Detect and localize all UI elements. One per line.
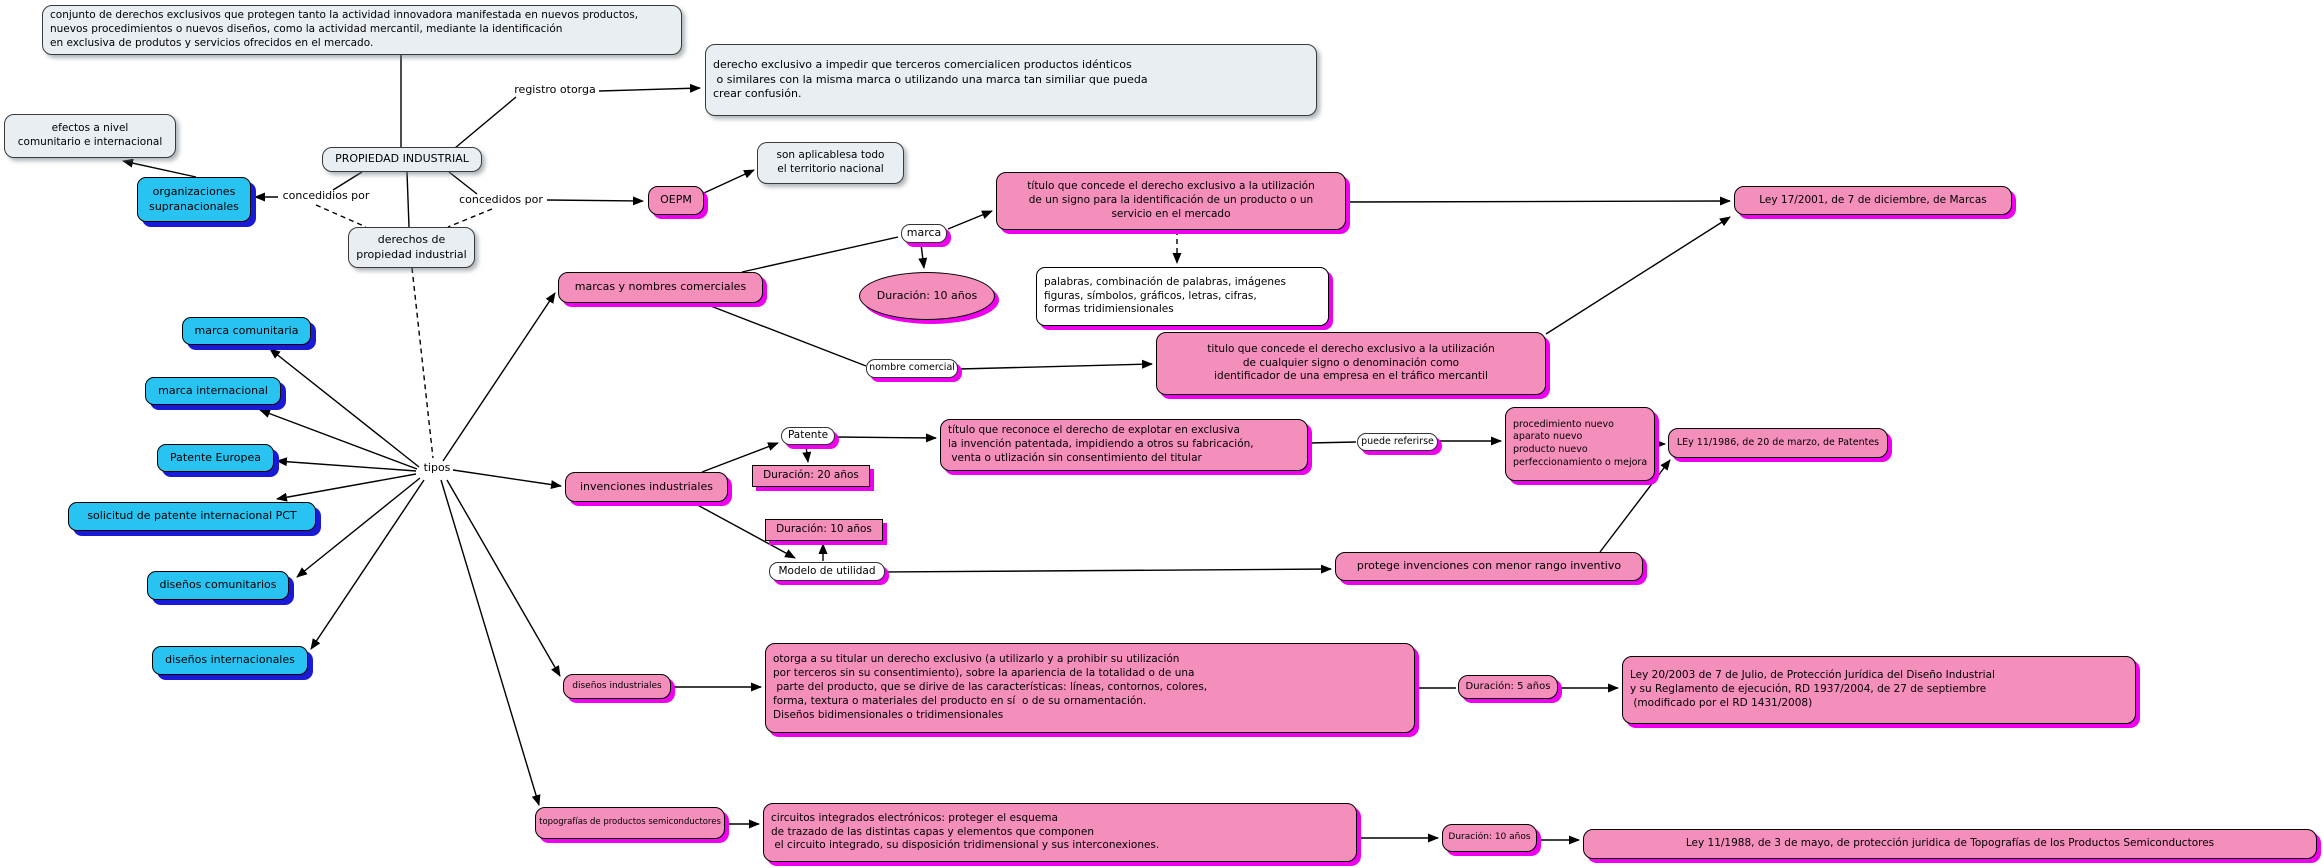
node-ley-20-2003-text: Ley 20/2003 de 7 de Julio, de Protección Jurídica del Diseño Industrial — [1630, 669, 1995, 682]
node-derechos-pi-text: derechos de — [377, 232, 446, 246]
node-otorga-titular-text: otorga a su titular un derecho exclusivo (a utilizarlo y a prohibir su utilización — [773, 653, 1180, 666]
node-marcas-nombres-comerciales-text: marcas y nombres comerciales — [574, 280, 747, 294]
connector-line-concedidos-to-oepm — [547, 200, 643, 201]
connector-line-propiedad-to-registro-otorga — [455, 97, 516, 148]
node-nombre-comercial[interactable] — [866, 359, 958, 378]
node-derecho-exclusivo[interactable] — [705, 44, 1317, 116]
node-concedidios-por[interactable] — [281, 189, 371, 204]
node-patente-europea-text: Patente Europea — [170, 450, 261, 464]
connector-line-tipos-to-marca-comunitaria — [270, 349, 419, 467]
connector-line-tipos-to-patente-europea — [277, 461, 416, 471]
node-marcas-nombres-comerciales[interactable] — [558, 272, 763, 303]
connector-line-marca-to-titulo-signo — [948, 211, 992, 229]
node-procedimiento-nuevo-text: procedimiento nuevo — [1513, 418, 1614, 430]
node-procedimiento-nuevo[interactable] — [1505, 407, 1655, 481]
connector-line-modelo-to-protege — [886, 569, 1331, 572]
connector-line-concedidios-to-derechos-pi — [316, 205, 366, 227]
node-concedidos-por-text: concedidos por — [459, 193, 543, 207]
connector-line-marcas-nombres-to-marca — [742, 237, 898, 272]
node-titulo-reconoce[interactable] — [940, 419, 1308, 471]
node-ley-11-1986[interactable] — [1668, 428, 1888, 458]
connector-line-propiedad-to-concedidios — [333, 172, 362, 190]
node-protege-invenciones[interactable] — [1335, 552, 1643, 581]
node-registro-otorga-text: registro otorga — [514, 83, 596, 97]
node-ley-20-2003-text: y su Reglamento de ejecución, RD 1937/2004, de 27 de septiembre — [1630, 683, 1987, 696]
node-otorga-titular-text: Diseños bidimensionales o tridimensionales — [773, 708, 1004, 721]
connector-line-marcas-nombres-to-nombre-comercial — [703, 303, 866, 366]
node-organizaciones-supranacionales-text: supranacionales — [149, 199, 239, 213]
node-marca-text: marca — [906, 226, 942, 240]
connector-line-nombre-comercial-to-titulo-cualquier — [959, 364, 1152, 369]
node-oepm[interactable] — [648, 186, 704, 215]
node-titulo-cualquier-signo-text: de cualquier signo o denominación como — [1242, 356, 1460, 369]
node-tipos-text: tipos — [423, 461, 451, 475]
node-duracion-10-marca-text: Duración: 10 años — [876, 288, 978, 302]
node-definition-text: en exclusiva de produtos y servicios ofrecidos en el mercado. — [50, 36, 374, 49]
node-disenos-industriales-text: diseños industriales — [572, 680, 662, 691]
node-ley-17-2001[interactable] — [1734, 186, 2012, 215]
connector-line-tipos-to-disenos-internacionales — [311, 480, 424, 649]
node-palabras-simbolos-text: palabras, combinación de palabras, imágenes — [1044, 275, 1286, 288]
node-topografias-semiconductores-text: topografías de productos semiconductores — [539, 817, 721, 828]
node-disenos-comunitarios-text: diseños comunitarios — [159, 578, 277, 592]
node-marca-comunitaria-text: marca comunitaria — [194, 323, 299, 337]
node-efectos-nivel[interactable] — [4, 114, 176, 158]
node-propiedad-industrial[interactable] — [322, 147, 482, 172]
node-puede-referirse[interactable] — [1357, 433, 1438, 451]
node-duracion-10-modelo-text: Duración: 10 años — [776, 523, 872, 536]
node-circuitos-integrados[interactable] — [763, 803, 1357, 862]
node-duracion-20-patente-text: Duración: 20 años — [763, 469, 859, 482]
node-efectos-nivel-text: comunitario e internacional — [17, 136, 163, 148]
connector-line-tipos-to-invenciones — [453, 470, 561, 486]
connector-line-tipos-to-solicitud-pct — [277, 474, 416, 499]
node-modelo-utilidad[interactable] — [769, 562, 885, 581]
node-duracion-10-modelo[interactable] — [765, 519, 883, 541]
connector-line-titulo-cualquier-to-ley-17-2001 — [1546, 217, 1730, 334]
connector-line-organizaciones-to-efectos — [123, 161, 196, 177]
node-invenciones-industriales-text: invenciones industriales — [580, 479, 713, 493]
node-derechos-pi-text: propiedad industrial — [356, 247, 467, 261]
node-titulo-reconoce-text: venta o utlización sin consentimiento del titular — [948, 451, 1202, 464]
connector-line-concedidos-to-derechos-pi — [448, 209, 492, 227]
node-patente-text: Patente — [787, 429, 829, 442]
node-aplicables-territorio-text: son aplicablesa todo — [776, 149, 885, 162]
node-titulo-signo[interactable] — [996, 172, 1346, 230]
node-marca-internacional-text: marca internacional — [158, 383, 268, 397]
node-otorga-titular-text: por terceros sin su consentimiento), sobre la apariencia de la totalidad o de una — [773, 667, 1195, 680]
node-organizaciones-supranacionales[interactable] — [137, 177, 251, 222]
connector-line-oepm-to-aplicables — [704, 170, 754, 193]
node-titulo-signo-text: servicio en el mercado — [1111, 207, 1231, 220]
node-circuitos-integrados-text: circuitos integrados electrónicos: proteger el esquema — [771, 811, 1058, 824]
node-derecho-exclusivo-text: crear confusión. — [713, 87, 802, 101]
node-concedidos-por[interactable] — [457, 193, 545, 208]
node-titulo-reconoce-text: la invención patentada, impidiendo a otros su fabricación, — [948, 438, 1254, 451]
node-circuitos-integrados-text: el circuito integrado, su disposición tridimensional y sus interconexiones. — [771, 839, 1160, 852]
node-ley-20-2003[interactable] — [1622, 656, 2136, 724]
node-patente-europea[interactable] — [157, 444, 274, 472]
connector-line-propiedad-to-concedidos — [449, 172, 477, 194]
node-palabras-simbolos-text: formas tridimiensionales — [1044, 303, 1174, 316]
connector-line-titulo-signo-to-ley-17-2001 — [1346, 201, 1730, 202]
connector-line-registro-otorga-to-derecho-exclusivo — [599, 88, 700, 91]
node-topografias-semiconductores[interactable] — [535, 807, 725, 839]
node-procedimiento-nuevo-text: perfeccionamiento o mejora — [1513, 456, 1648, 468]
node-titulo-reconoce-text: título que reconoce el derecho de explotar en exclusiva — [948, 424, 1240, 437]
node-protege-invenciones-text: protege invenciones con menor rango inventivo — [1356, 559, 1622, 573]
node-palabras-simbolos-text: figuras, símbolos, gráficos, letras, cifras, — [1044, 289, 1257, 302]
connector-line-tipos-to-topografias — [441, 480, 539, 805]
node-titulo-signo-text: de un signo para la identificación de un producto o un — [1028, 194, 1314, 207]
node-ley-17-2001-text: Ley 17/2001, de 7 de diciembre, de Marcas — [1759, 193, 1987, 206]
connector-line-propiedad-to-derechos-pi — [407, 172, 409, 227]
node-modelo-utilidad-text: Modelo de utilidad — [778, 564, 876, 577]
node-titulo-cualquier-signo-text: identificador de una empresa en el tráfico mercantil — [1214, 370, 1488, 383]
connector-line-tipos-to-marca-internacional — [260, 410, 417, 469]
node-derecho-exclusivo-text: o similares con la misma marca o utilizando una marca tan similiar que pueda — [713, 72, 1148, 86]
node-disenos-internacionales[interactable] — [152, 646, 308, 675]
node-disenos-internacionales-text: diseños internacionales — [165, 653, 295, 667]
node-ley-20-2003-text: (modificado por el RD 1431/2008) — [1630, 696, 1813, 709]
node-disenos-industriales[interactable] — [563, 674, 671, 699]
node-propiedad-industrial-text: PROPIEDAD INDUSTRIAL — [335, 152, 469, 166]
node-titulo-cualquier-signo[interactable] — [1156, 332, 1546, 395]
node-efectos-nivel-text: efectos a nivel — [51, 122, 129, 135]
node-puede-referirse-text: puede referirse — [1361, 435, 1434, 447]
connector-line-derechos-pi-to-tipos — [412, 268, 433, 458]
node-marca-comunitaria[interactable] — [182, 317, 311, 345]
connector-line-patente-to-duracion-20 — [806, 446, 808, 462]
node-duracion-10-topografias[interactable] — [1442, 824, 1537, 852]
connector-line-tipos-to-disenos-comunitarios — [297, 478, 420, 577]
node-solicitud-pct[interactable] — [68, 502, 316, 531]
node-otorga-titular-text: forma, textura o materiales del producto en sí o de su ornamentación. — [773, 694, 1147, 707]
node-aplicables-territorio-text: el territorio nacional — [777, 163, 884, 175]
connector-line-tipos-to-marcas-nombres — [443, 293, 555, 461]
node-titulo-cualquier-signo-text: titulo que concede el derecho exclusivo a la utilización — [1207, 342, 1495, 355]
node-derecho-exclusivo-text: derecho exclusivo a impedir que terceros comercialicen productos idénticos — [713, 58, 1132, 72]
node-ley-11-1986-text: LEy 11/1986, de 20 de marzo, de Patentes — [1676, 436, 1880, 448]
node-concedidios-por-text: concedidios por — [282, 189, 370, 203]
node-otorga-titular-text: parte del producto, que se dirive de las características: líneas, contornos, colores, — [773, 681, 1208, 694]
node-ley-11-1988-text: Ley 11/1988, de 3 de mayo, de protección juridica de Topografías de los Productos Semiconductores — [1685, 837, 2215, 850]
node-invenciones-industriales[interactable] — [565, 472, 728, 502]
node-duracion-10-marca[interactable] — [859, 272, 995, 320]
connector-line-titulo-reconoce-to-puede-referirse — [1309, 442, 1356, 443]
node-procedimiento-nuevo-text: producto nuevo — [1513, 444, 1588, 455]
node-duracion-10-topografias-text: Duración: 10 años — [1448, 832, 1531, 843]
node-definition-text: conjunto de derechos exclusivos que protegen tanto la actividad innovadora manifestada en nuevos productos, — [50, 9, 639, 22]
node-registro-otorga[interactable] — [512, 83, 598, 98]
node-ley-11-1988[interactable] — [1583, 829, 2317, 859]
node-nombre-comercial-text: nombre comercial — [869, 362, 955, 374]
node-definition[interactable] — [42, 5, 682, 55]
node-disenos-comunitarios[interactable] — [147, 571, 289, 600]
node-marca[interactable] — [901, 224, 947, 243]
node-oepm-text: OEPM — [660, 193, 692, 207]
node-tipos[interactable] — [417, 461, 457, 476]
connector-line-marca-to-duracion-ellipse — [921, 244, 924, 268]
node-otorga-titular[interactable] — [765, 643, 1415, 733]
node-palabras-simbolos[interactable] — [1036, 267, 1329, 326]
node-duracion-5-text: Duración: 5 años — [1465, 681, 1551, 693]
connector-line-tipos-to-disenos-industriales — [447, 480, 560, 676]
node-patente[interactable] — [781, 427, 835, 445]
node-duracion-5[interactable] — [1458, 675, 1558, 699]
node-procedimiento-nuevo-text: aparato nuevo — [1513, 431, 1583, 443]
node-solicitud-pct-text: solicitud de patente internacional PCT — [87, 509, 297, 523]
node-circuitos-integrados-text: de trazado de las distintas capas y elementos que componen — [771, 825, 1095, 838]
node-derechos-pi[interactable] — [348, 227, 475, 268]
node-titulo-signo-text: título que concede el derecho exclusivo a la utilización — [1027, 180, 1315, 193]
connector-line-patente-to-titulo-reconoce — [836, 437, 936, 438]
node-duracion-20-patente[interactable] — [752, 465, 870, 487]
node-marca-internacional[interactable] — [145, 377, 281, 405]
node-aplicables-territorio[interactable] — [757, 142, 904, 184]
node-definition-text: nuevos procedimientos o nuevos diseños, como la actividad mercantil, mediante la identificación — [50, 23, 563, 36]
node-organizaciones-supranacionales-text: organizaciones — [152, 184, 236, 198]
